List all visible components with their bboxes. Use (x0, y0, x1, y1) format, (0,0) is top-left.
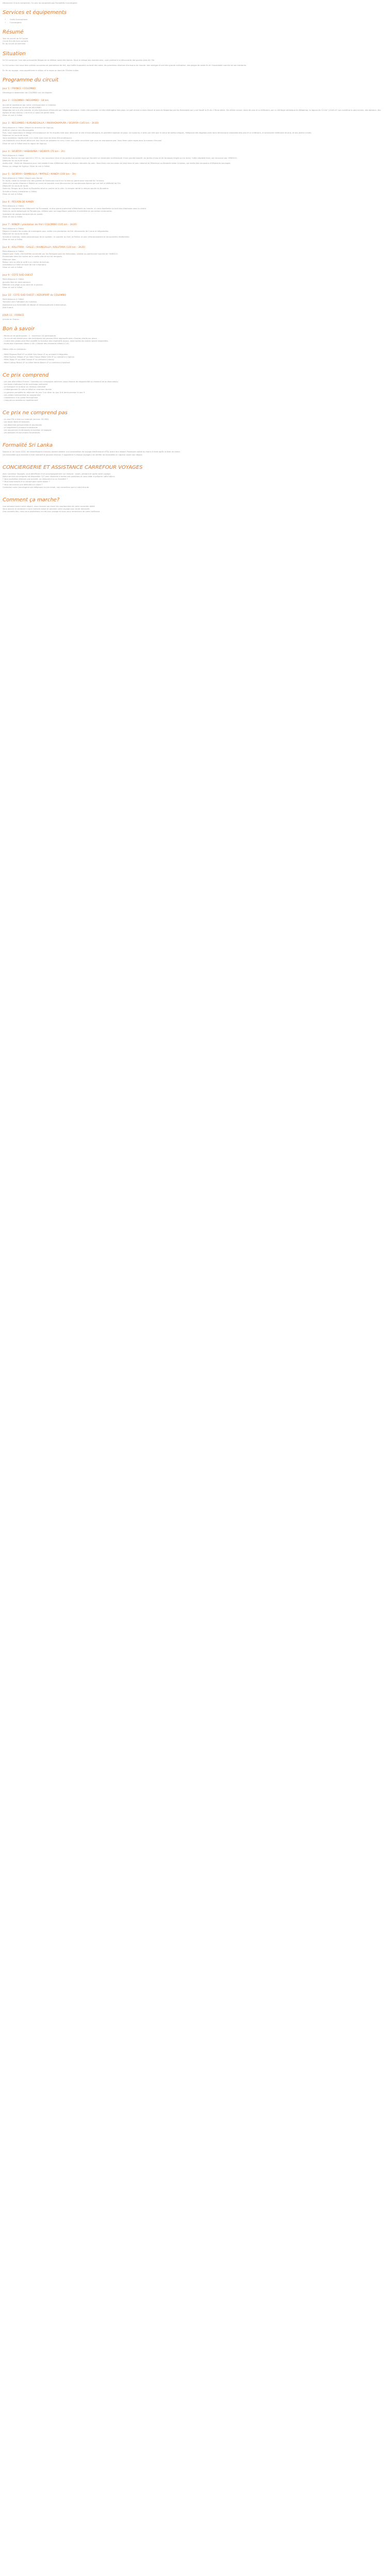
bon-line: - Accès des chambres hôtels à 14h / Départ des chambres hôtels à 12h. (3, 343, 70, 345)
day-line: Nuit à bord. (3, 306, 14, 309)
formalites-title: Formalité Sri Lanka (3, 442, 53, 448)
day-line: Petit déjeuner à l'hôtel. (3, 155, 24, 157)
day-line: Petit déjeuner à l'hôtel. (3, 250, 24, 253)
comment-text (3, 505, 383, 516)
bon-line: - Minimum de participants : 2 - maximum 24 participants. (3, 334, 57, 337)
situation-paragraph: En fin de voyage, vous apprécierez le séjour et le repos au bord de l'Océan Indien. (3, 70, 79, 72)
resume-line: En du circuit en terminer (3, 43, 26, 45)
day-line: Visite de l'orphelinat des éléphants de Pinnawala, le plus grand orphelinat d'éléphants au monde, où vous assisterez au bain des éléphants dans la rivière. (3, 208, 147, 210)
day-line: Arrivée à Kandy. Installation à l'hôtel. (3, 190, 37, 193)
day-line: Vous assisterez l'après-midi, à la visite avec tous les sites d'Anuradhapura. (3, 137, 72, 140)
day-line: Arrêt en chemin vers Kurunegalla. (3, 129, 35, 132)
comment-line: Une semaine avant votre départ, vous recevez par email les coordonnées de votre conseiller dédié. (3, 505, 95, 508)
situation-paragraph: Le Sri Lanka c'est aussi des collines couvertes de plantations de thé, des forêts tropicales au bord des cotes, les premières réserves d'animaux du monde, des vestiges d'une très grande civilisation, des plages de sable fin et l'inoubliable marche de ses habitants. (3, 64, 247, 67)
noninclus-line: - Le supplément chambre individuelle (3, 426, 38, 429)
day-line: Négombo est une ville animée, et très historique influencée par l'église catholique. Cette ville possède un très hétérogène des pays. Le port ancien a alors donné le nom de Negombo par les Hollandais qui y ont fondé la fin du 17ème siècle. De même encore, dans de plus d'un millénaire, par un héritage catholique du Négombo, la lagune de 13 km² (1444 m²) qui constitue le port ancien, des bateaux, des églises et des canaux. L'écrit et un sport de petite taille. (3, 109, 381, 114)
list-item: • Guide francophone (10, 19, 383, 21)
day-title: Jour 7 : KANDY / plantation de thé / COLOMBO (135 km - 3h30) (3, 223, 77, 226)
formalites-text (3, 451, 383, 459)
comment-line: Vous pouvez le contacter à tout moment avant et pendant votre voyage pour toute demande. (3, 508, 90, 511)
noninclus-line: - Le visa ETA à faire sur internet (environ 50 USD) (3, 418, 49, 421)
day-line: Petit déjeuner à l'hôtel. (3, 298, 24, 301)
bon-line: - L'ordre des visites peut être modifié en fonction des impératifs locaux, mais toutes les visites seront respectées. (3, 340, 109, 342)
day-line: Installation à l'hôtel en bord de mer à Kalutara. (3, 263, 47, 266)
day-title: Jour 5 : SIGIRIYA / DAMBULLA / MATALE / KANDY (100 km - 3h) (3, 173, 76, 176)
day-line: Dîner et nuit à l'hôtel. (3, 215, 23, 218)
concierge-line: * Vous rencontrez une difficulté sur place ? (3, 483, 43, 486)
day-line: Visite du Rocher du Lion perché à 370 m., les nouveaux lieux et les jardins du palais royal qui forment un ensemble architectural d'une grande beauté, de jardins d'eau et de terrasses érigés sur la roche. Cette citadelle forte, est reconnue par l'UNESCO. (3, 157, 238, 160)
formalites-line: Les formalités sont données à titre indicatif et peuvent évoluer. Il appartient à chaque voyageur de vérifier les formalités en vigueur avant son départ. (3, 453, 143, 456)
day-line: Visite du jardin botanique de Peradeniya, célèbre pour sa magnifique collection d'orchidées et ses arbres centenaires. (3, 210, 112, 213)
programme-day (3, 246, 383, 269)
day-line: Dîner et nuit à l'hôtel. (3, 286, 23, 289)
hotel-line: - Hôtel Topaz 4* ou hôtel Suisse 4* ou similaire à Kandy (3, 359, 54, 361)
resume-line: Tour du secret de Sri Lanka (3, 38, 28, 40)
day-title: Jour 2 : COLOMBO / NEGOMBO - 18 km (3, 99, 48, 103)
programme-day (3, 173, 383, 196)
day-line: Visite d'un jardin d'épices à Matale au cours de laquelle vous découvrirez de nombreuses épices qui ont fait la célébrité de l'île. (3, 182, 121, 185)
day-title: Jour 3 : NEGOMBO / KURUNEGALLA / ANURADHAPURA / SIGIRIYA (145 km - 3h30) (3, 122, 99, 125)
day-title: Jour 8 : KALUTARA - GALLE / AHUNGALLA / KALUTARA (120 km - 3h30) (3, 246, 86, 249)
noninclus-line: - Les dépenses personnelles et pourboires (3, 423, 42, 426)
hotels-list (3, 353, 383, 367)
day-line: Dîner et nuit à l'hôtel. (3, 193, 23, 195)
noninclus-list (3, 418, 383, 437)
day-line: Déjeuner en cours de route. (3, 160, 29, 162)
day-line: En route, visite du temple d'or des grottes de Dambulla inscrit sur la liste du patrimoine mondial de l'Unesco. (3, 180, 104, 182)
day-line: Petit déjeuner à l'hôtel. (3, 228, 24, 230)
day-line: Dîner et nuit à l'hôtel. (3, 238, 23, 241)
hotel-line: - Hôtel Pegasus Reef 4* ou hôtel Sea Horse 4* ou similaire à Negombo (3, 353, 68, 356)
day-line: Petit déjeuner à l'hôtel. Départ en direction de Sigiriya. (3, 126, 54, 129)
day-line: Déjeuner libre. (3, 258, 17, 261)
day-title: Jour 10 : COTE SUD OUEST / AEROPORT de COLOMBO (3, 294, 67, 297)
programme-day (3, 122, 383, 145)
day-line: Dîner et nuit à l'hôtel (3, 114, 23, 117)
day-line: Arrivée à Colombo, visite panoramique de la capitale : le quartier du Fort, le Pettah, le parc Viharamahadevi et les quartiers résidentiels. (3, 235, 130, 238)
noninclus-line: - Les repas libres et boissons (3, 421, 29, 423)
programme-day (3, 274, 383, 289)
day-line: Départ pour Galle, cité fortifiée construite par les Portugais puis les Hollandais, classée au patrimoine mondial de l'UNESCO. (3, 253, 118, 256)
formalites-line: Depuis le 1er mars 2024, les ressortissants français doivent obtenir une autorisation de voyage électronique (ETA) avant leur départ. Passeport valide au moins 6 mois après la date de retour. (3, 451, 181, 453)
concierge-line: Avec Carrefour Voyages, vous bénéficiez d'un accompagnement sur mesure : avant, pendant et après votre voyage. (3, 473, 111, 476)
concierge-line: Contactez notre conciergerie par téléphone ou par email, nos conseillers sont à votre écoute. (3, 486, 90, 488)
day-line: Déjeuner en cours de route. (3, 233, 29, 235)
resume-text (3, 38, 383, 45)
day-line: Accueil et assistance par notre correspondant à Colombo. (3, 104, 56, 106)
programme-title: Programme du circuit (3, 77, 59, 83)
services-title: Services et équipements (3, 10, 67, 16)
day-title: Jour 6 : REGION DE KANDY (3, 200, 34, 204)
day-line: Puis, nous rejoindrons le village d'Anuradapura en fin d'après-midi pour découvrir le site d'Anuradhapura, la première capitale du pays. Le royaume, il sera une ville que le vieux de belles reliques, l'élégance des dagobas avec leurs dimensions colossales des plus d'un millénaire, le sanctuaire millénaire de plus, et ses jardins ruinés. (3, 132, 312, 134)
comment-title: Comment ça marche? (3, 497, 60, 503)
day-line: Après-midi : Visite de Habarana pour une balade à dos d'éléphant dans la réserve naturelle du parc. Vous ferez une excursion en jeep dans le parc national de Minneriya ou Kaudulla selon la saison, qui abrite des troupeaux d'éléphants sauvages. (3, 162, 231, 165)
day-line: Assistance aux formalités de départ et embarquement à destination. (3, 303, 67, 306)
inclus-line: - Les vols aller/retour France / Colombo sur compagnie aérienne (sous réserve de disponibilité au moment de la réservation) (3, 381, 119, 383)
hotel-line: - Hôtel Sigiriya Village 4* ou hôtel Fresco Water Villa 4* ou similaire à Sigiriya (3, 356, 74, 359)
noninclus-line: - Les boissons et excursions facultatives (3, 431, 40, 434)
programme-day (3, 88, 383, 95)
day-line: Petit déjeuner à l'hôtel. Départ pour Kandy. (3, 177, 43, 180)
day-title: Jour 4 : SIGIRIYA / HABARANA / SIGIRIYA (70 km - 2h) (3, 150, 65, 153)
concierge-line: * Vous souhaitez réserver une activité, un restaurant ou un transfert ? (3, 478, 68, 481)
list-item: • Conciergerie (10, 22, 383, 24)
resume-line: Circuit 8 nuits hors compris (3, 40, 28, 43)
concierge-title: CONCIERGERIE ET ASSISTANCE CARREFOUR VOYAGES (3, 464, 143, 470)
page (0, 0, 386, 521)
noninclus-title: Ce prix ne comprend pas (3, 410, 68, 416)
inclus-line: - Les visites mentionnées au programme (3, 394, 41, 396)
bon-title: Bon à savoir (3, 326, 35, 332)
noninclus-line: - Les assurances multirisques annulation et bagages (3, 429, 52, 431)
programme-day (3, 201, 383, 218)
day-line: Détente à la plage ou au bord de la piscine. (3, 283, 43, 286)
programme-day (3, 314, 383, 321)
inclus-line: - L'hébergement 8 nuits en hôtel en chambre double (3, 388, 52, 391)
day-line: Spectacle de danses kandyennes en soirée. (3, 213, 43, 215)
day-line: Journée libre en demi-pension. (3, 281, 31, 283)
situation-paragraph: Le Sri Lanka est l'une des principales étapes de la célèbre route des épices. Dans le village des montonniers, vous partirez à la découverte des grands sites de l'île. (3, 59, 155, 62)
situation-title: Situation (3, 50, 26, 57)
day-title: Jour 1 : FRANCE / COLOMBO (3, 87, 36, 90)
day-line: Petit déjeuner à l'hôtel. (3, 205, 24, 208)
programme-day (3, 294, 383, 309)
services-list (10, 19, 383, 24)
concierge-line: Notre service conciergerie est disponible 7j/7 pour répondre à toutes vos questions et vous aider à préparer votre séjour. (3, 476, 116, 478)
day-line: Promenade dans les ruelles de la vieille ville et sur les remparts. (3, 256, 63, 258)
inclus-title: Ce prix comprend (3, 372, 49, 378)
day-line: Décollage à destination de COLOMBO sur vol régulier. (3, 92, 53, 94)
inclus-line: - L'assistance d'un guide francophone (3, 396, 38, 399)
day-line: Arrivée en France. (3, 318, 20, 321)
day-line: Retour vers la côte et arrêt à un centre de tortues. (3, 261, 50, 263)
day-line: Transfert vers l'aéroport de Colombo. (3, 301, 37, 303)
programme-day (3, 99, 383, 117)
concierge-line: * Vous avez besoin d'un conseil pour votre séjour ? (3, 481, 50, 483)
inclus-line: - La pension complète du déjeuner du jour 3 au dîner du jour 8 et demi-pension le jour 9 (3, 391, 85, 394)
day-line: Dîner et nuit à l'hôtel dans la région de Sigiriya. (3, 142, 47, 145)
concierge-text (3, 473, 383, 492)
programme-day (3, 150, 383, 168)
bon-list (3, 335, 383, 348)
day-line: Visite du Temple de la Dent du Bouddha situé au centre de la ville. Ce temple abrite la relique sacrée du Bouddha. (3, 188, 109, 190)
inclus-line: - Le transport en autocar ou minibus climatisé (3, 386, 46, 388)
day-line: Dîner et nuit à l'hôtel. (3, 266, 23, 268)
inclus-line: - L'assurance assistance rapatriement (3, 399, 38, 401)
intro-line: Découvrez Ce prix comprend / Ce prix ne comprend pas Formalités Conciergerie (3, 2, 77, 4)
comment-line: Une nouvelle fois, nous vous souhaitons un très bon voyage et nous vous remercions de votre confiance. (3, 511, 101, 513)
day-line: Arrivée et remise de la villa de NEGOMBO. (3, 107, 42, 109)
programme-day (3, 224, 383, 241)
day-line: Déjeuner en cours de route. (3, 134, 29, 137)
day-line: Retour au village de Sigiriya. Dîner et nuit à l'hôtel. (3, 165, 51, 167)
hotel-line: - Hôtel Cathay Beach 4* ou hôtel Hemis Beach 4* ou similaire à Kalutara (3, 361, 70, 364)
resume-title: Résumé (3, 29, 24, 35)
hotels-title: Hôtels cités ou similaires : (3, 348, 27, 351)
inclus-list (3, 381, 383, 405)
day-line: Départ à travers les routes de montagnes pour visiter une plantation de thé, découverte de l'usine et dégustation. (3, 230, 109, 233)
bon-line: - Ce circuit est réalisé pour des individuels qui peuvent être regroupés avec d'autres clients sur place. (3, 337, 97, 340)
day-title: JOUR 11 : FRANCE (3, 314, 24, 317)
day-title: Jour 9 : COTE SUD OUEST (3, 274, 33, 277)
day-line: Petit déjeuner à l'hôtel. (3, 278, 24, 281)
day-line: Déjeuner en cours de route. (3, 185, 29, 188)
inclus-line: - Les taxes d'aéroport et de surcharge carburant (3, 383, 48, 386)
programme-days (3, 88, 383, 321)
day-line: Les habitants vous feront découvrir leur façon de préparer le curry. Il est une visite conviviale que vous ne manquerez pas. Vous ferez votre repas dans la maison d'accueil. (3, 140, 162, 142)
